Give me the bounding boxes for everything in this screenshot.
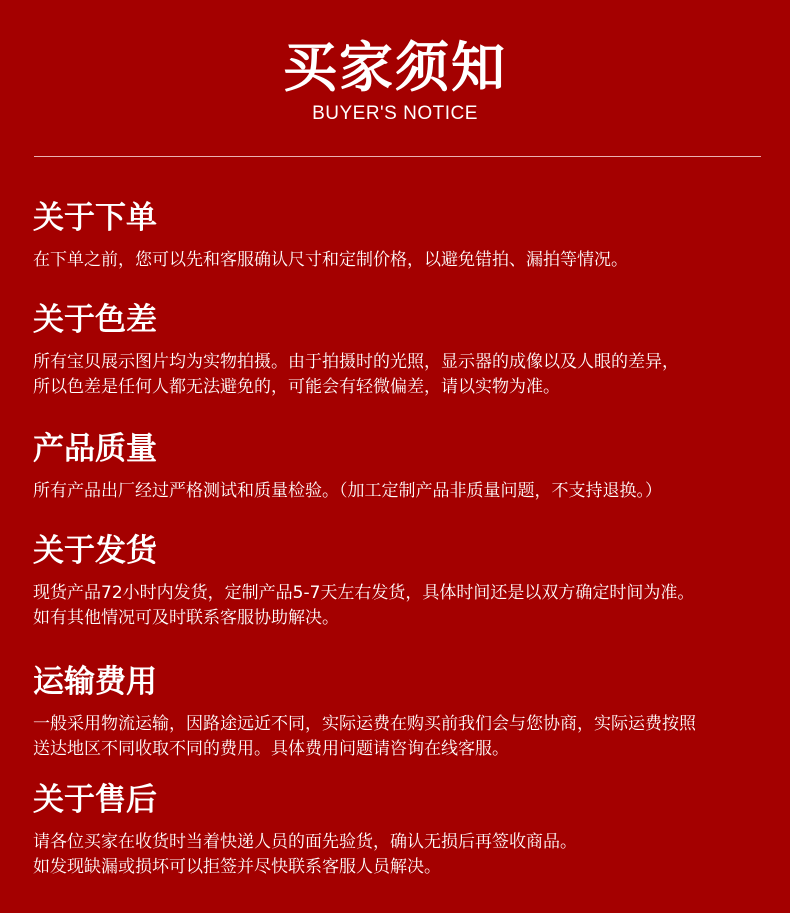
section-title-after-sales: 关于售后 (33, 782, 157, 818)
section-body-freight-cost (33, 712, 768, 762)
section-product-quality (33, 429, 768, 504)
section-text-line: 请各位买家在收货时当着快递人员的面先验货，确认无损后再签收商品。 (33, 832, 577, 852)
section-text-line: 送达地区不同收取不同的费用。具体费用问题请咨询在线客服。 (33, 739, 509, 759)
section-text-line: 所以色差是任何人都无法避免的，可能会有轻微偏差，请以实物为准。 (33, 377, 560, 397)
section-body-order (33, 248, 768, 273)
notice-header (0, 36, 790, 126)
section-title-color-difference: 关于色差 (33, 302, 157, 338)
page-subtitle: BUYER'S NOTICE (312, 103, 478, 124)
section-text-line: 在下单之前，您可以先和客服确认尺寸和定制价格，以避免错拍、漏拍等情况。 (33, 250, 628, 270)
section-order (33, 198, 768, 273)
section-title-order: 关于下单 (33, 200, 157, 236)
section-body-product-quality (33, 479, 768, 504)
page-title: 买家须知 (283, 36, 507, 99)
section-body-shipping (33, 581, 768, 631)
section-title-product-quality: 产品质量 (33, 431, 157, 467)
section-text-line: 一般采用物流运输，因路途远近不同，实际运费在购买前我们会与您协商，实际运费按照 (33, 714, 696, 734)
section-title-shipping: 关于发货 (33, 533, 157, 569)
section-text-line: 现货产品72小时内发货，定制产品5-7天左右发货，具体时间还是以双方确定时间为准。 (33, 583, 695, 603)
section-text-line: 所有产品出厂经过严格测试和质量检验。（加工定制产品非质量问题，不支持退换。） (33, 481, 662, 501)
section-body-after-sales (33, 830, 768, 880)
section-color-difference (33, 300, 768, 400)
section-shipping (33, 531, 768, 631)
section-text-line: 如有其他情况可及时联系客服协助解决。 (33, 608, 339, 628)
section-text-line: 如发现缺漏或损坏可以拒签并尽快联系客服人员解决。 (33, 857, 441, 877)
section-body-color-difference (33, 350, 768, 400)
section-after-sales (33, 780, 768, 880)
section-freight-cost (33, 662, 768, 762)
section-text-line: 所有宝贝展示图片均为实物拍摄。由于拍摄时的光照，显示器的成像以及人眼的差异， (33, 352, 679, 372)
header-divider (34, 156, 761, 157)
section-title-freight-cost: 运输费用 (33, 664, 157, 700)
